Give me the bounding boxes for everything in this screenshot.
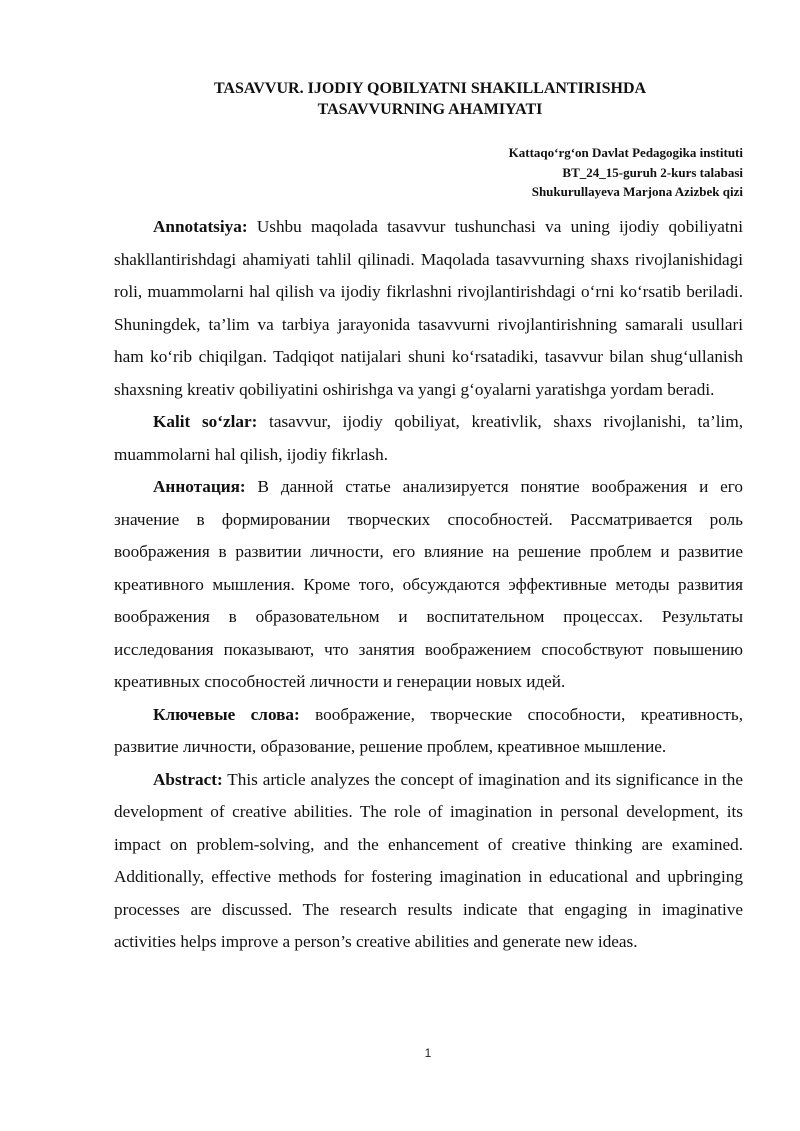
paper-title-line-1: TASAVVUR. IJODIY QOBILYATNI SHAKILLANTIRISHDA <box>213 80 647 97</box>
annotation-uz-text: Ushbu maqolada tasavvur tushunchasi va uning ijodiy qobiliyatni shakllantirishdagi ahamiyati tahlil qilinadi. Maqolada tasavvurning shaxs rivojlanishidagi roli, muammolarni hal qilish va ijodiy fikrlashni rivojlantirishdagi o‘rni ko‘rsatib beriladi. Shuningdek, ta’lim va tarbiya jarayonida tasavvurni rivojlantirishning samarali usullari ham ko‘rib chiqilgan. Tadqiqot natijalari shuni ko‘rsatadiki, tasavvur bilan shug‘ullanish shaxsning kreativ qobiliyatini oshirishga va yangi g‘oyalarni yaratishga yordam beradi. <box>114 217 743 399</box>
keywords-uz-text: tasavvur, ijodiy qobiliyat, kreativlik, shaxs rivojlanishi, ta’lim, muammolarni hal qilish, ijodiy fikrlash. <box>114 412 744 464</box>
keywords-ru-text: воображение, творческие способности, креативность, развитие личности, образование, решение проблем, креативное мышление. <box>114 704 744 756</box>
paper-body <box>114 211 743 959</box>
page-number: 1 <box>424 1046 432 1060</box>
author-institution: Kattaqo‘rg‘on Davlat Pedagogika instituti <box>508 145 743 160</box>
keywords-ru <box>114 699 743 764</box>
annotation-ru-text: В данной статье анализируется понятие воображения и его значение в формировании творческих способностей. Рассматривается роль воображения в развитии личности, его влияние на решение проблем и развитие креативного мышления. Кроме того, обсуждаются эффективные методы развития воображения в образовательном и воспитательном процессах. Результаты исследования показывают, что занятия воображением способствуют повышению креативных способностей личности и генерации новых идей. <box>114 477 743 691</box>
author-name: Shukurullayeva Marjona Azizbek qizi <box>531 184 743 199</box>
author-group: BT_24_15-guruh 2-kurs talabasi <box>562 164 743 180</box>
keywords-ru-label: Ключевые слова: <box>153 704 300 724</box>
annotation-ru <box>114 471 743 699</box>
annotation-uz <box>114 211 743 406</box>
author-block <box>509 143 743 202</box>
annotation-ru-label: Аннотация: <box>153 477 246 496</box>
keywords-uz <box>114 406 743 471</box>
annotation-uz-label: Annotatsiya: <box>153 217 248 236</box>
abstract-en-text: This article analyzes the concept of imagination and its significance in the development of creative abilities. The role of imagination in personal development, its impact on problem-solving, and the enhancement of creative thinking are examined. Additionally, effective methods for fostering imagination in educational and upbringing processes are discussed. The research results indicate that engaging in imaginative activities helps improve a person’s creative abilities and generate new ideas. <box>114 769 743 951</box>
paper-title-line-2: TASAVVURNING AHAMIYATI <box>317 101 543 118</box>
abstract-en-label: Abstract: <box>153 769 223 789</box>
keywords-uz-label: Kalit so‘zlar: <box>153 412 258 431</box>
abstract-en <box>114 764 743 959</box>
paper-title <box>100 78 760 120</box>
